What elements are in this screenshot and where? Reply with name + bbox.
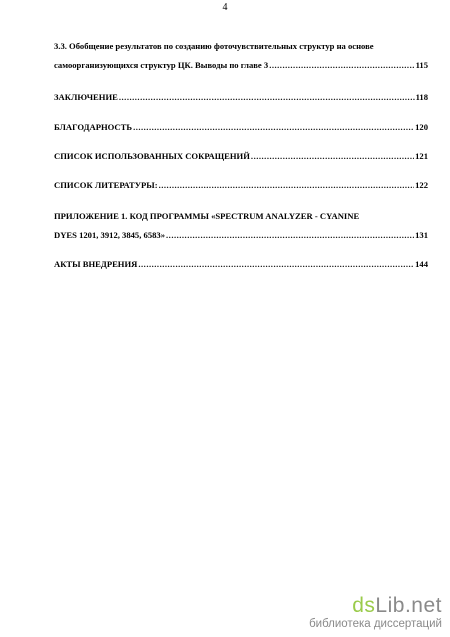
toc-page-number: 115 bbox=[415, 60, 428, 70]
toc-page-number: 122 bbox=[415, 180, 428, 190]
watermark-logo bbox=[309, 595, 442, 617]
toc-entry-implementation-acts[interactable] bbox=[54, 258, 428, 271]
leader-dots bbox=[269, 59, 414, 72]
toc-entry-references[interactable] bbox=[54, 179, 428, 192]
leader-dots bbox=[138, 258, 414, 271]
toc-entry-title: АКТЫ ВНЕДРЕНИЯ bbox=[54, 259, 138, 269]
leader-dots bbox=[251, 150, 414, 163]
logo-net: net bbox=[411, 594, 442, 617]
toc-page-number: 120 bbox=[415, 122, 428, 132]
leader-dots bbox=[159, 179, 415, 192]
logo-dot: . bbox=[404, 594, 412, 617]
toc-page-number: 131 bbox=[415, 230, 428, 240]
toc-entry-line2: DYES 1201, 3912, 3845, 6583» bbox=[54, 230, 166, 240]
toc-page-number: 144 bbox=[415, 259, 428, 269]
toc-entry-line2: самоорганизующихся структур ЦК. Выводы по главе 3 bbox=[54, 60, 269, 70]
toc-entry-appendix-1[interactable] bbox=[54, 210, 428, 242]
toc-entry-title: СПИСОК ИСПОЛЬЗОВАННЫХ СОКРАЩЕНИЙ bbox=[54, 151, 250, 161]
leader-dots bbox=[133, 121, 414, 134]
leader-dots bbox=[119, 91, 415, 104]
page-number: 4 bbox=[222, 2, 228, 13]
logo-ds: ds bbox=[352, 594, 376, 617]
toc-entry-title: СПИСОК ЛИТЕРАТУРЫ: bbox=[54, 180, 158, 190]
toc-page-number: 118 bbox=[415, 92, 428, 102]
toc-entry-acknowledgements[interactable] bbox=[54, 121, 428, 134]
toc-entry-3-3[interactable] bbox=[54, 40, 428, 72]
toc-entry-abbreviations[interactable] bbox=[54, 150, 428, 163]
toc-entry-line1: ПРИЛОЖЕНИЕ 1. КОД ПРОГРАММЫ «SPECTRUM ANALYZER - CYANINE bbox=[54, 211, 360, 221]
toc-entry-title: ЗАКЛЮЧЕНИЕ bbox=[54, 92, 118, 102]
toc-entry-conclusion[interactable] bbox=[54, 91, 428, 104]
logo-lib: Lib bbox=[375, 594, 405, 617]
leader-dots bbox=[166, 229, 414, 242]
toc-page-number: 121 bbox=[415, 151, 428, 161]
toc-entry-line1: 3.3. Обобщение результатов по созданию фоточувствительных структур на основе bbox=[54, 41, 374, 51]
watermark-subtitle: библиотека диссертаций bbox=[309, 618, 442, 630]
toc-entry-title: БЛАГОДАРНОСТЬ bbox=[54, 122, 133, 132]
dslib-watermark bbox=[309, 595, 442, 631]
